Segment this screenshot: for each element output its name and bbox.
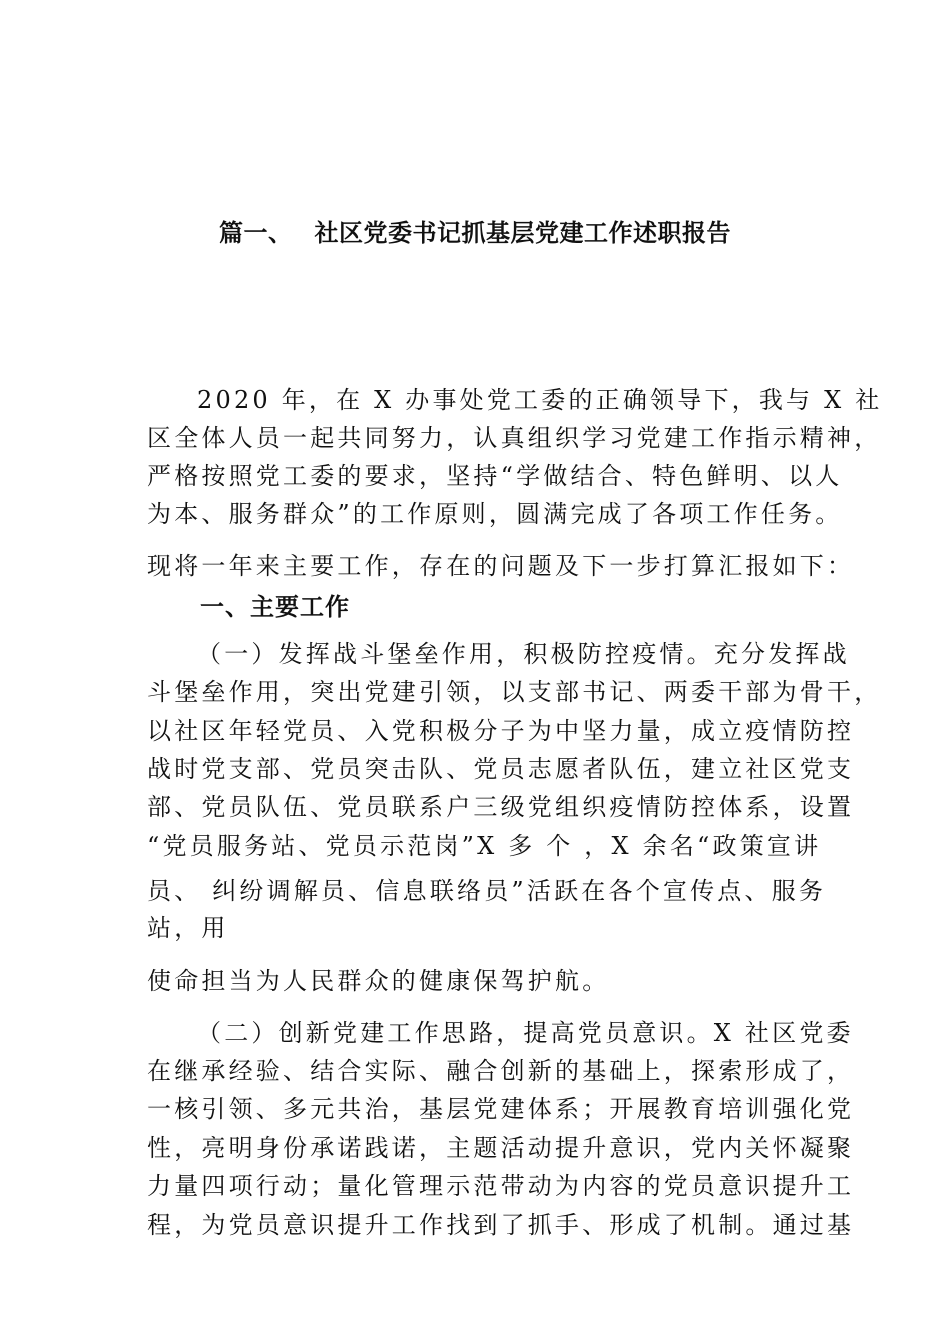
body-line: 员、 纠纷调解员、信息联络员”活跃在各个宣传点、服务 <box>147 877 827 905</box>
body-line: 一核引领、多元共治，基层党建体系；开展教育培训强化党 <box>147 1095 855 1123</box>
body-line: 在继承经验、结合实际、融合创新的基础上，探索形成了， <box>147 1057 855 1085</box>
body-line: 斗堡垒作用，突出党建引领，以支部书记、两委干部为骨干， <box>147 678 882 706</box>
body-line: 区全体人员一起共同努力，认真组织学习党建工作指示精神， <box>147 424 882 452</box>
body-line: （二）创新党建工作思路，提高党员意识。X 社区党委 <box>197 1019 854 1047</box>
body-line: 力量四项行动；量化管理示范带动为内容的党员意识提升工 <box>147 1172 855 1200</box>
body-line: 使命担当为人民群众的健康保驾护航。 <box>147 967 610 995</box>
body-line: 2020 年，在 X 办事处党工委的正确领导下，我与 X 社 <box>197 386 883 414</box>
title-text: 社区党委书记抓基层党建工作述职报告 <box>314 219 731 247</box>
body-line: （一）发挥战斗堡垒作用，积极防控疫情。充分发挥战 <box>197 640 850 668</box>
document-title <box>0 213 950 253</box>
body-line: 部、党员队伍、党员联系户三级党组织疫情防控体系，设置 <box>147 793 855 821</box>
body-line: “党员服务站、党员示范岗”X 多 个 ，X 余名“政策宣讲 <box>147 832 822 860</box>
section-heading: 一、主要工作 <box>200 593 350 621</box>
body-line: 以社区年轻党员、入党积极分子为中坚力量，成立疫情防控 <box>147 717 855 745</box>
title-prefix: 篇一、 <box>219 219 293 247</box>
body-line: 为本、服务群众”的工作原则，圆满完成了各项工作任务。 <box>147 500 843 528</box>
body-line: 战时党支部、党员突击队、党员志愿者队伍，建立社区党支 <box>147 755 855 783</box>
body-line: 程，为党员意识提升工作找到了抓手、形成了机制。通过基 <box>147 1211 855 1239</box>
body-line: 现将一年来主要工作，存在的问题及下一步打算汇报如下： <box>147 552 855 580</box>
body-line: 性，亮明身份承诺践诺，主题活动提升意识，党内关怀凝聚 <box>147 1134 855 1162</box>
body-line: 严格按照党工委的要求，坚持“学做结合、特色鲜明、以人 <box>147 462 843 490</box>
body-line: 站，用 <box>147 914 229 942</box>
